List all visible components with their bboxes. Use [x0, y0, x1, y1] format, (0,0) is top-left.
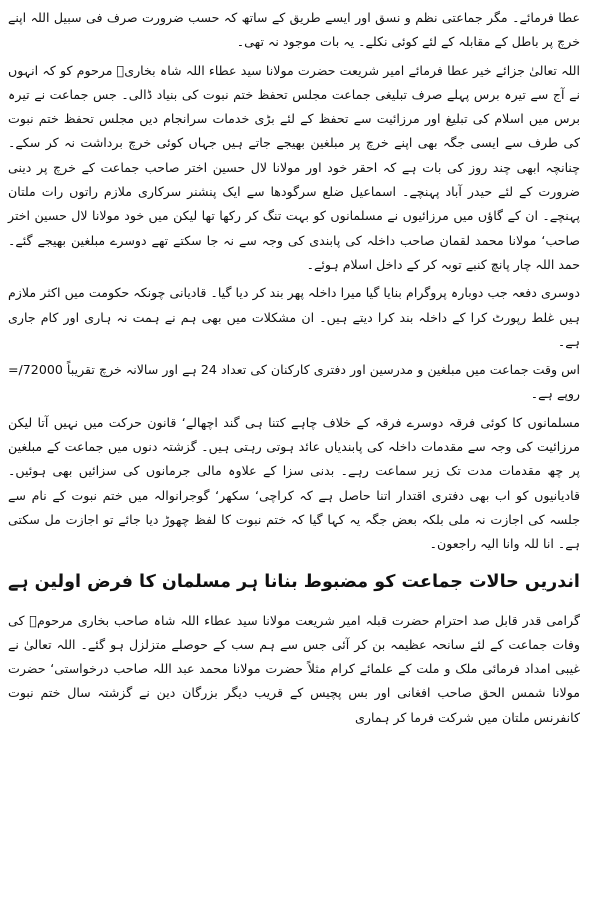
section-heading: اندریں حالات جماعت کو مضبوط بنانا ہر مسلمان کا فرض اولین ہے	[8, 571, 580, 592]
paragraph-restrictions: دوسری دفعہ جب دوبارہ پروگرام بنایا گیا میرا داخلہ پھر بند کر دیا گیا۔ قادیانی چونکہ حکومت میں اکثر ملازم ہیں غلط رپورٹ کرا کے داخلہ بند کرا دیتے ہیں۔ ان مشکلات میں بھی ہم نے ہمت نہ ہاری اور کام جاری ہے۔	[8, 285, 580, 349]
paragraph-closing: گرامی قدر قابل صد احترام حضرت قبلہ امیر شریعت مولانا سید عطاء اللہ شاہ صاحب بخاری مرحومؒ کی وفات جماعت کے لئے سانحہ عظیمہ بن کر آئی جس سے ہم سب کے حوصلے متزلزل ہو گئے۔ اللہ تعالیٰ نے غیبی امداد فرمائی ملک و ملت کے علمائے کرام مثلاً حضرت مولانا محمد عبد اللہ صاحب درخواستی‘ حضرت مولانا شمس الحق صاحب افغانی اور بس پچیس کے قریب دیگر بزرگان دین نے گزشتہ سال ختم نبوت کانفرنس ملتان میں شرکت فرما کر ہماری	[8, 612, 580, 725]
paragraph-founding: اللہ تعالیٰ جزائے خیر عطا فرمائے امیر شریعت حضرت مولانا سید عطاء اللہ شاہ بخاریؒ مرحوم کو کہ انہوں نے آج سے تیرہ برس پہلے صرف تبلیغی جماعت مجلس تحفظ ختم نبوت کی بنیاد ڈالی۔ جس جماعت نے تیرہ برس میں اسلام کی تبلیغ اور مرزائیت سے تحفظ کے لئے بڑی خدمات سرانجام دیں مجلس تحفظ ختم نبوت کی طرف سے ایسی جگہ بھی اپنے خرچ پر مبلغین بھیجے جاتے ہیں جہاں کوئی خرچ برداشت نہ کر سکے۔ چنانچہ ابھی چند روز کی بات ہے کہ احقر خود اور مولانا لال حسین اختر صاحب جماعت کے خرچ پر دینی ضرورت کے لئے حیدر آباد پہنچے۔ اسماعیل ضلع سرگودھا سے ایک پنشنر سرکاری ملازم راتوں رات ملتان پہنچے۔ ان کے گاؤں میں مرزائیوں نے مسلمانوں کو بہت تنگ کر رکھا تھا لیکن میں خود مولانا لال حسین اختر صاحب‘ مولانا محمد لقمان صاحب داخلہ کی پابندی کی وجہ سے نہ جا سکتے تھے دوسرے مبلغین بھیجے گئے۔ حمد اللہ چار پانچ کنبے توبہ کر کے داخل اسلام ہوئے۔	[8, 62, 580, 272]
paragraph-intro: عطا فرمائے۔ مگر جماعتی نظم و نسق اور ایسے طریق کے ساتھ کہ حسب ضرورت صرف فی سبیل اللہ اپنے خرچ پر باطل کے مقابلہ کے لئے کوئی نکلے۔ یہ بات موجود نہ تھی۔	[8, 10, 580, 50]
paragraph-legal-cases: مسلمانوں کا کوئی فرقہ دوسرے فرقہ کے خلاف چاہے کتنا ہی گند اچھالے‘ قانون حرکت میں نہیں آتا لیکن مرزائیت کی وجہ سے مقدمات داخلہ کی پابندیاں عائد ہوتی رہتی ہیں۔ گزشتہ دنوں میں جماعت کے مبلغین پر چھ مقدمات مدت تک زیر سماعت رہے۔ بدنی سزا کے علاوہ مالی جرمانوں کی سزائیں بھی ہوئیں۔ قادیانیوں کو اب بھی دفتری اقتدار اتنا حاصل ہے کہ کراچی‘ سکھر‘ گوجرانوالہ میں ختم نبوت کے نام سے جلسہ کی اجازت نہ ملی بلکہ بعض جگہ یہ کہا گیا کہ ختم نبوت کا لفظ چھوڑ دیا جائے تو اجازت مل سکتی ہے۔ انا للہ وانا الیہ راجعون۔	[8, 414, 580, 552]
paragraph-staff-expenses: اس وقت جماعت میں مبلغین و مدرسین اور دفتری کارکنان کی تعداد 24 ہے اور سالانہ خرچ تقریباً 72000/= روپے ہے۔	[8, 362, 580, 402]
